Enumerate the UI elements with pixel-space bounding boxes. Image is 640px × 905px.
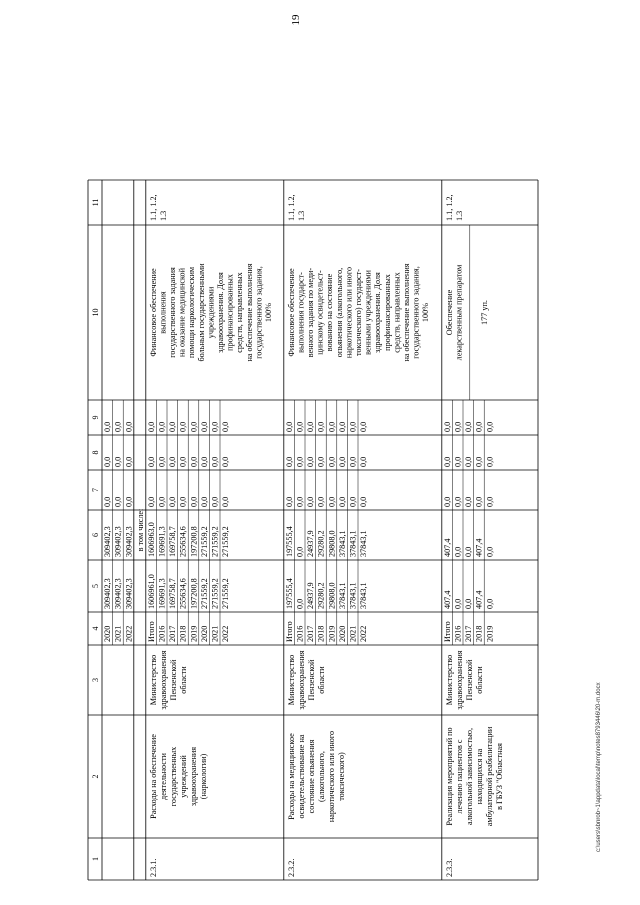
year-cell: 2022 [221,625,231,642]
year-cell: 2021 [113,625,123,642]
executor-line: области [316,666,326,694]
measure-name-line: алкогольной зависимостью, [464,727,474,826]
indicator-line: здравоохранения. Доля [216,272,225,353]
value-cell: 0,0 [146,496,156,507]
value-cell: 0,0 [221,496,231,507]
executor-line: здравоохранения [158,650,168,710]
value-cell: 37843,1 [337,530,347,557]
value-cell: 0,0 [474,456,484,467]
year-cell: 2016 [295,625,305,642]
indicator-line: венного задания по меди- [306,267,315,358]
value-cell: 29808,0 [327,530,337,557]
in-that-number-label: в том числе: [135,508,145,552]
year-cell: Итого [442,621,452,642]
value-cell: 0,0 [113,496,123,507]
reference-line: 1.3 [158,210,168,221]
executor-line: Пензенской [464,659,474,701]
value-cell: 0,0 [327,456,337,467]
value-cell: 407,4 [442,538,452,557]
value-cell: 0,0 [306,496,316,507]
measure-name-line: освидетельствование на [296,734,306,819]
section-number: 2.3.2. [286,858,296,877]
value-cell: 0,0 [199,456,209,467]
value-cell: 0,0 [306,456,316,467]
column-number-8: 8 [91,450,100,455]
column-number-2: 2 [91,774,100,779]
executor-line: области [474,666,484,694]
value-cell: 0,0 [337,421,347,432]
value-cell: 0,0 [327,496,337,507]
value-cell: 0,0 [124,421,134,432]
indicator-line: Финансовое обеспечение [148,268,158,357]
year-cell: 2022 [359,625,369,642]
column-number-6: 6 [91,533,100,537]
value-cell: 407,4 [474,590,484,609]
value-cell: 271559,2 [221,526,231,557]
value-cell: 24937,9 [306,582,316,609]
value-cell: 0,0 [210,496,220,507]
measure-name-line: Расходы на медицинское [286,733,296,820]
value-cell: 0,0 [442,421,452,432]
value-cell: 255634,6 [178,526,188,557]
executor-line: Пензенской [306,659,316,701]
measure-name-line: (наркологии) [198,753,208,800]
value-cell: 0,0 [210,421,220,432]
year-cell: 2018 [178,625,188,642]
indicator-line: больным государственными [196,263,206,362]
year-cell: 2018 [316,625,326,642]
column-number-9: 9 [91,415,100,420]
indicator-line: цинскому освидетельст- [315,270,325,355]
value-cell: 0,0 [327,421,337,432]
value-cell: 0,0 [157,456,167,467]
value-cell: 0,0 [348,456,358,467]
value-cell: 271559,2 [199,578,209,609]
value-cell: 37843,1 [348,582,358,609]
year-cell: 2022 [124,625,134,642]
year-cell: 2021 [348,625,358,642]
value-cell: 1606961,0 [146,574,156,609]
value-cell: 309402,3 [124,578,134,609]
value-cell: 0,0 [295,598,305,609]
reference-line: 1.1, 1.2, [286,194,296,221]
column-number-3: 3 [91,678,100,682]
measure-name-line: в ГБУЗ "Областная [494,743,504,810]
section-number: 2.3.1. [148,858,158,877]
value-cell: 0,0 [103,496,113,507]
value-cell: 0,0 [157,496,167,507]
value-cell: 0,0 [348,421,358,432]
indicator-line: лекарственным препаратом [454,264,464,361]
column-number-11: 11 [91,198,100,207]
measure-name-line: государственных [168,746,178,807]
value-cell: 407,4 [442,590,452,609]
executor-line: здравоохранения [454,650,464,710]
value-cell: 0,0 [442,496,452,507]
indicator-line: государственного задания, [254,266,264,359]
value-cell: 169758,7 [168,526,178,557]
value-cell: 0,0 [464,598,474,609]
value-cell: 197555,4 [284,578,294,609]
value-cell: 0,0 [485,421,495,432]
value-cell: 0,0 [474,421,484,432]
value-cell: 169691,3 [157,526,167,557]
value-cell: 0,0 [474,496,484,507]
value-cell: 0,0 [453,496,463,507]
value-cell: 0,0 [157,421,167,432]
value-cell: 0,0 [210,456,220,467]
value-cell: 0,0 [295,546,305,557]
indicator-line: государственного задания [168,267,177,358]
indicator-line: 100% [421,302,431,323]
measure-name-line: Расходы на обеспечение [148,734,158,819]
value-cell: 197200,8 [189,526,199,557]
value-cell: 0,0 [453,546,463,557]
value-cell: 0,0 [189,496,199,507]
value-cell: 271559,2 [199,526,209,557]
file-path: c:\users\sbnrob~1\appdata\local\temp\notes8793446\20-m.docx [596,682,602,852]
value-cell: 0,0 [295,456,305,467]
year-cell: 2017 [464,625,474,642]
value-cell: 0,0 [316,496,326,507]
value-cell: 29280,2 [316,582,326,609]
value-cell: 0,0 [464,456,474,467]
measure-name-line: учреждений [178,755,188,798]
indicator-line: средств, направленных [235,272,245,353]
year-cell: 2016 [157,625,167,642]
indicator-line: на обеспечение выполнения [402,263,411,362]
value-cell: 0,0 [221,421,231,432]
year-cell: 2019 [189,625,199,642]
measure-name-line: деятельности [158,753,168,800]
reference-line: 1.1, 1.2, [444,194,454,221]
value-cell: 0,0 [178,421,188,432]
section-number: 2.3.3. [444,858,454,877]
value-cell: 0,0 [189,456,199,467]
value-cell: 0,0 [348,496,358,507]
value-cell: 0,0 [464,496,474,507]
column-number-10: 10 [91,308,100,317]
year-cell: 2017 [168,625,178,642]
value-cell: 0,0 [221,456,231,467]
value-cell: 0,0 [103,456,113,467]
value-cell: 0,0 [124,496,134,507]
value-cell: 0,0 [103,421,113,432]
measure-name-line: состояние опьянения [306,739,316,814]
measure-name-line: лечению пациентов с [454,739,464,814]
indicator-line: Обеспечение [444,289,454,336]
value-cell: 0,0 [485,598,495,609]
indicator-line: выполнения государст- [296,272,306,353]
executor-line: области [178,666,188,694]
value-cell: 37843,1 [359,582,369,609]
year-cell: 2020 [337,625,347,642]
value-cell: 37843,1 [348,530,358,557]
indicator-line: профинансированных [225,274,235,351]
reference-line: 1.3 [454,210,464,221]
executor-line: Министерство [148,654,158,706]
value-cell: 0,0 [337,496,347,507]
indicator-line: на обеспечение выполнения [244,263,254,362]
value-cell: 407,4 [474,538,484,557]
value-cell: 0,0 [316,456,326,467]
value-cell: 0,0 [453,456,463,467]
measure-name-line: амбулаторной реабилитации [484,726,494,827]
value-cell: 309402,3 [103,578,113,609]
year-cell: Итого [284,621,294,642]
value-cell: 0,0 [189,421,199,432]
indicator-line: выполнения [158,291,168,334]
value-cell: 197555,4 [284,526,294,557]
year-cell: 2019 [485,625,495,642]
value-cell: 309402,3 [103,526,113,557]
value-cell: 0,0 [146,421,156,432]
indicator-line: наркотического или иного [344,266,354,359]
value-cell: 271559,2 [221,578,231,609]
indicator-line: на оказание медицинской [177,267,187,358]
value-cell: 0,0 [199,496,209,507]
indicator-line: опьянения (алкогольного, [334,267,344,358]
value-cell: 0,0 [113,456,123,467]
measure-name-line: находящихся на [474,748,484,805]
value-cell: 309402,3 [113,526,123,557]
indicator-line: помощи наркологическим [187,266,197,359]
year-cell: 2016 [453,625,463,642]
indicator-line: венными учреждениями [363,270,373,355]
value-cell: 1606963,0 [146,522,156,557]
value-cell: 0,0 [464,421,474,432]
value-cell: 29280,2 [316,530,326,557]
value-cell: 271559,2 [210,578,220,609]
year-cell: Итого [146,621,156,642]
value-cell: 169758,7 [168,578,178,609]
value-cell: 0,0 [199,421,209,432]
indicator-line: учреждениями [206,286,216,339]
indicator-line: средств, направленных [392,272,402,353]
value-cell: 0,0 [168,496,178,507]
value-cell: 0,0 [295,421,305,432]
value-cell: 0,0 [453,421,463,432]
executor-line: Министерство [444,654,454,706]
value-cell: 0,0 [464,546,474,557]
value-cell: 255634,6 [178,578,188,609]
value-cell: 0,0 [178,456,188,467]
value-cell: 24937,9 [306,530,316,557]
indicator-line: вованию на состояние [325,273,335,352]
value-cell: 0,0 [485,546,495,557]
value-cell: 0,0 [359,496,369,507]
value-cell: 0,0 [295,496,305,507]
indicator-line: профинансированных [382,274,392,351]
value-cell: 0,0 [359,421,369,432]
indicator-line: 100% [264,302,273,323]
value-cell: 0,0 [178,496,188,507]
reference-line: 1.3 [296,210,306,221]
value-cell: 0,0 [485,456,495,467]
indicator-line: токсического) государст- [354,268,363,357]
measure-name-line: Реализация мероприятий по [444,727,454,826]
year-cell: 2017 [306,625,316,642]
indicator-value: 177 уп. [479,300,489,325]
value-cell: 37843,1 [337,582,347,609]
page-number: 19 [290,14,302,26]
indicator-line: здравоохранения. Доля [373,272,383,353]
value-cell: 0,0 [316,421,326,432]
value-cell: 0,0 [485,496,495,507]
value-cell: 29808,0 [327,582,337,609]
measure-name-line: здравоохранения [188,746,198,807]
measure-name-line: наркотического или иного [326,730,336,823]
value-cell: 0,0 [284,496,294,507]
value-cell: 0,0 [442,456,452,467]
value-cell: 169691,3 [157,578,167,609]
column-number-5: 5 [91,584,100,588]
column-number-4: 4 [91,626,100,631]
value-cell: 0,0 [359,456,369,467]
reference-line: 1.1, 1.2, [148,194,158,221]
value-cell: 0,0 [146,456,156,467]
measure-name-line: (алкогольного, [316,751,326,802]
value-cell: 0,0 [168,421,178,432]
year-cell: 2021 [210,625,220,642]
value-cell: 37843,1 [359,530,369,557]
value-cell: 309402,3 [124,526,134,557]
executor-line: Министерство [286,654,296,706]
value-cell: 0,0 [337,456,347,467]
indicator-line: Финансовое обеспечение [286,268,296,357]
value-cell: 309402,3 [113,578,123,609]
value-cell: 197200,8 [189,578,199,609]
value-cell: 0,0 [306,421,316,432]
column-number-1: 1 [91,857,100,861]
value-cell: 271559,2 [210,526,220,557]
column-number-7: 7 [91,488,100,492]
value-cell: 0,0 [113,421,123,432]
executor-line: Пензенской [168,659,178,701]
value-cell: 0,0 [453,598,463,609]
indicator-line: государственного задания, [411,266,421,359]
value-cell: 0,0 [124,456,134,467]
value-cell: 0,0 [168,456,178,467]
value-cell: 0,0 [284,421,294,432]
year-cell: 2020 [103,625,113,642]
year-cell: 2019 [327,625,337,642]
executor-line: здравоохранения [296,650,306,710]
value-cell: 0,0 [284,456,294,467]
year-cell: 2018 [474,625,484,642]
measure-name-line: токсического) [336,752,346,801]
year-cell: 2020 [199,625,209,642]
